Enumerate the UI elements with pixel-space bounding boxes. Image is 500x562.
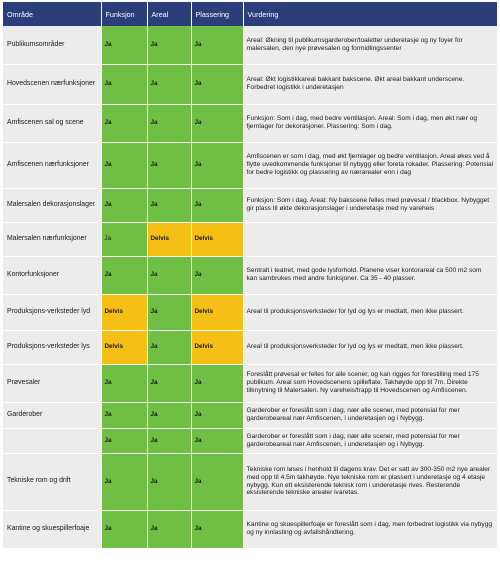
status-funksjon: Delvis	[101, 330, 147, 364]
row-area-label: Garderober	[3, 402, 101, 428]
header-vurdering: Vurdering	[243, 2, 497, 26]
status-funksjon: Ja	[101, 142, 147, 188]
status-funksjon: Ja	[101, 222, 147, 256]
header-funksjon: Funksjon	[101, 2, 147, 26]
table-row	[3, 510, 497, 548]
status-areal: Ja	[147, 64, 191, 104]
row-area-label: Publikumsområder	[3, 26, 101, 64]
status-funksjon: Ja	[101, 26, 147, 64]
table-row	[3, 330, 497, 364]
row-area-label: Prøvesaler	[3, 364, 101, 402]
row-vurdering: Funksjon: Som i dag, med bedre ventilasjon. Areal: Som i dag, men økt nær og fjernlager for dekorasjoner. Plassering: Som i dag.	[243, 104, 497, 142]
row-vurdering: Funksjon: Som i dag. Areal: Ny bakscene felles med prøvesal / blackbox. Nybygget gir plass til økte dekorasjonslager i underetasje med ny vareheis	[243, 188, 497, 222]
status-funksjon: Ja	[101, 104, 147, 142]
status-funksjon: Ja	[101, 453, 147, 510]
row-vurdering: Areal: Økt logistikkareal bakkant bakscene. Økt areal bakkant underscene. Forbedret logistikk i underetasjen	[243, 64, 497, 104]
status-plassering: Ja	[191, 256, 243, 294]
status-plassering: Delvis	[191, 222, 243, 256]
row-area-label: Hovedscenen nærfunksjoner	[3, 64, 101, 104]
header-areal: Areal	[147, 2, 191, 26]
status-plassering: Ja	[191, 453, 243, 510]
table-row	[3, 453, 497, 510]
row-area-label: Produksjons-verksteder lyd	[3, 294, 101, 330]
row-vurdering: Tekniske rom løses i henhold til dagens krav. Det er satt av 300-350 m2 nye arealer med opp til 4.5m takhøyde. Nye tekniske rom er plassert i underetasje og 4 etasje nybygg. Kun ett eksisterende teknisk rom i underetasje rives. Resterende eksisterende tekniske arealer ivaretas.	[243, 453, 497, 510]
row-vurdering: Amfiscenen er som i dag, med økt fjernlager og bedre ventilasjon. Areal økes ved å flytte uvedkommende funksjoner til nybygg eller foreta rokader. Plassering: Potensial for bedre logistikk og plassering av nærarealer enn i dag	[243, 142, 497, 188]
row-area-label: Kontorfunksjoner	[3, 256, 101, 294]
status-plassering: Ja	[191, 402, 243, 428]
row-vurdering: Garderober er foreslått som i dag, nær alle scener, med potensial for mer garderobeareal nær Amfiscenen, i underetasjen og i Nybygg.	[243, 428, 497, 453]
table-row	[3, 26, 497, 64]
status-funksjon: Ja	[101, 510, 147, 548]
status-funksjon: Ja	[101, 64, 147, 104]
status-plassering: Ja	[191, 64, 243, 104]
row-vurdering: Sentralt i teatret, med gode lysforhold. Planene viser kontorareal ca 500 m2 som kan sambrukes med andre funksjoner. Ca 35 - 40 plasser.	[243, 256, 497, 294]
status-areal: Delvis	[147, 222, 191, 256]
status-areal: Ja	[147, 402, 191, 428]
row-area-label: Produksjons-verksteder lys	[3, 330, 101, 364]
status-areal: Ja	[147, 294, 191, 330]
row-vurdering	[243, 222, 497, 256]
status-areal: Ja	[147, 428, 191, 453]
assessment-table	[3, 2, 498, 549]
row-vurdering: Areal til produksjonsverksteder for lyd og lys er medtatt, men ikke plassert.	[243, 330, 497, 364]
status-areal: Ja	[147, 453, 191, 510]
status-plassering: Ja	[191, 142, 243, 188]
status-plassering: Delvis	[191, 330, 243, 364]
status-funksjon: Ja	[101, 256, 147, 294]
table-row	[3, 142, 497, 188]
status-areal: Ja	[147, 330, 191, 364]
table-row	[3, 294, 497, 330]
table-row	[3, 188, 497, 222]
table-row	[3, 104, 497, 142]
row-vurdering: Areal til produksjonsverksteder for lyd og lys er medtatt, men ikke plassert.	[243, 294, 497, 330]
status-plassering: Ja	[191, 510, 243, 548]
status-plassering: Ja	[191, 428, 243, 453]
status-funksjon: Ja	[101, 364, 147, 402]
status-funksjon: Ja	[101, 428, 147, 453]
status-areal: Ja	[147, 104, 191, 142]
status-areal: Ja	[147, 142, 191, 188]
status-plassering: Delvis	[191, 294, 243, 330]
row-area-label: Kantine og skuespillerfoaje	[3, 510, 101, 548]
row-area-label: Malersalen dekorasjonslager	[3, 188, 101, 222]
row-area-label: Tekniske rom og drift	[3, 453, 101, 510]
status-funksjon: Ja	[101, 188, 147, 222]
row-vurdering: Areal: Økning til publikumsgarderober/toaletter underetasje og ny foyer for malersalen, den nye prøvesalen og formidlingssenter	[243, 26, 497, 64]
status-plassering: Ja	[191, 188, 243, 222]
table-row	[3, 402, 497, 428]
assessment-table-container	[3, 2, 497, 549]
header-row	[3, 2, 497, 26]
status-areal: Ja	[147, 256, 191, 294]
table-row	[3, 256, 497, 294]
status-funksjon: Delvis	[101, 294, 147, 330]
table-row	[3, 64, 497, 104]
table-row	[3, 428, 497, 453]
status-areal: Ja	[147, 510, 191, 548]
table-body	[3, 26, 497, 548]
table-row	[3, 364, 497, 402]
header-plassering: Plassering	[191, 2, 243, 26]
status-plassering: Ja	[191, 26, 243, 64]
row-area-label: Malersalen nærfunksjoner	[3, 222, 101, 256]
status-areal: Ja	[147, 26, 191, 64]
row-vurdering: Garderober er foreslått som i dag, nær alle scener, med potensial for mer garderobeareal nær Amfiscenen, i underetasjen og i Nybygg.	[243, 402, 497, 428]
status-plassering: Ja	[191, 364, 243, 402]
row-vurdering: Foreslått prøvesal er felles for alle scener, og kan rigges for forestilling med 175 publikum. Areal som Hovedscenens spilleflate. Takhøyde opp til 7m. Direkte tilknytning til Malersalen. Ny vareheis/trapp til Hovedscenen og Amfiscenen.	[243, 364, 497, 402]
header-omrade: Område	[3, 2, 101, 26]
status-areal: Ja	[147, 364, 191, 402]
row-vurdering: Kantine og skuespillerfoaje er foreslått som i dag, men forbedret logistikk via nybygg og ny innlasting og avfallshåndtering.	[243, 510, 497, 548]
status-plassering: Ja	[191, 104, 243, 142]
row-area-label: Amfiscenen sal og scene	[3, 104, 101, 142]
status-funksjon: Ja	[101, 402, 147, 428]
status-areal: Ja	[147, 188, 191, 222]
table-row	[3, 222, 497, 256]
row-area-label	[3, 428, 101, 453]
row-area-label: Amfiscenen nærfunksjoner	[3, 142, 101, 188]
